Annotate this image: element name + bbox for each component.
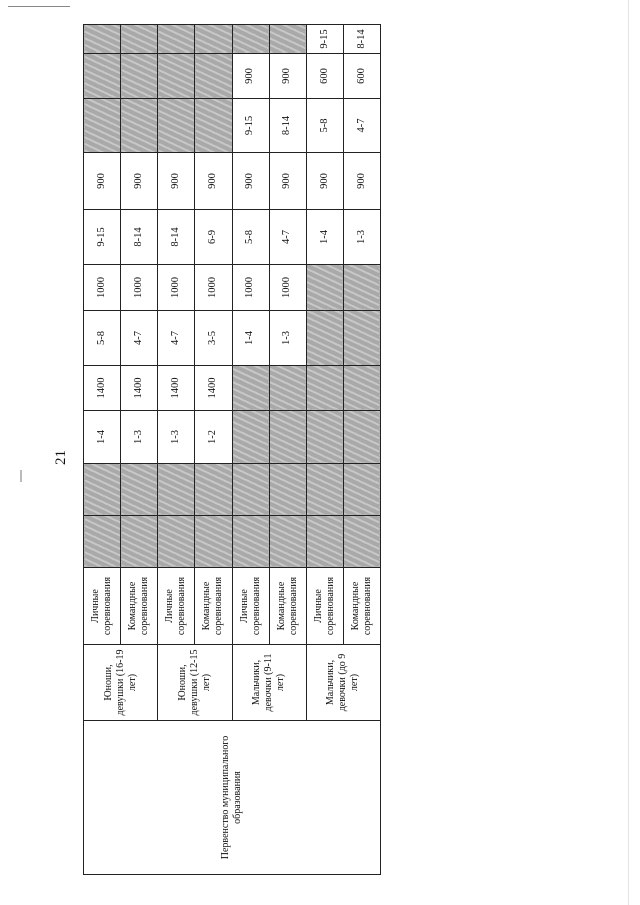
shaded-cell xyxy=(269,25,306,54)
qualification-table xyxy=(83,24,381,875)
points-cell: 900 xyxy=(121,153,158,210)
shaded-cell xyxy=(158,516,195,568)
shaded-cell xyxy=(158,464,195,516)
age-group-cell: Юноши, девушки (16-19 лет) xyxy=(84,645,158,721)
shaded-cell xyxy=(84,54,121,99)
shaded-cell xyxy=(195,99,232,153)
points-cell: 1000 xyxy=(84,265,121,311)
shaded-cell xyxy=(306,516,343,568)
shaded-cell xyxy=(232,366,269,411)
shaded-cell xyxy=(158,54,195,99)
points-cell: 900 xyxy=(232,54,269,99)
shaded-cell xyxy=(195,25,232,54)
shaded-cell xyxy=(232,411,269,464)
points-cell: 1000 xyxy=(269,265,306,311)
competition-type-cell: Личные соревнования xyxy=(306,568,343,645)
competition-type-cell: Личные соревнования xyxy=(158,568,195,645)
shaded-cell xyxy=(121,99,158,153)
points-cell: 1000 xyxy=(195,265,232,311)
age-group-cell: Юноши, девушки (12-15 лет) xyxy=(158,645,232,721)
place-range-cell: 1-3 xyxy=(121,411,158,464)
age-group-cell: Мальчики, девочки (9-11 лет) xyxy=(232,645,306,721)
points-cell: 1400 xyxy=(84,366,121,411)
points-cell: 900 xyxy=(269,153,306,210)
points-cell: 900 xyxy=(343,153,380,210)
shaded-cell xyxy=(158,25,195,54)
competition-type-cell: Личные соревнования xyxy=(84,568,121,645)
competition-type-cell: Командные соревнования xyxy=(121,568,158,645)
place-range-cell: 9-15 xyxy=(306,25,343,54)
place-range-cell: 8-14 xyxy=(121,210,158,265)
age-group-cell: Мальчики, девочки (до 9 лет) xyxy=(306,645,380,721)
place-range-cell: 5-8 xyxy=(232,210,269,265)
points-cell: 1000 xyxy=(158,265,195,311)
points-cell: 900 xyxy=(306,153,343,210)
points-cell: 1400 xyxy=(121,366,158,411)
shaded-cell xyxy=(269,366,306,411)
points-cell: 900 xyxy=(269,54,306,99)
shaded-cell xyxy=(121,464,158,516)
shaded-cell xyxy=(158,99,195,153)
shaded-cell xyxy=(306,265,343,311)
points-cell: 900 xyxy=(84,153,121,210)
shaded-cell xyxy=(84,516,121,568)
shaded-cell xyxy=(306,366,343,411)
shaded-cell xyxy=(343,366,380,411)
place-range-cell: 8-14 xyxy=(269,99,306,153)
place-range-cell: 9-15 xyxy=(84,210,121,265)
competition-type-cell: Командные соревнования xyxy=(195,568,232,645)
shaded-cell xyxy=(84,25,121,54)
shaded-cell xyxy=(121,516,158,568)
place-range-cell: 4-7 xyxy=(158,311,195,366)
shaded-cell xyxy=(306,411,343,464)
points-cell: 600 xyxy=(306,54,343,99)
rotated-table-wrapper xyxy=(83,25,381,875)
points-cell: 1400 xyxy=(158,366,195,411)
place-range-cell: 8-14 xyxy=(343,25,380,54)
place-range-cell: 1-3 xyxy=(158,411,195,464)
points-cell: 900 xyxy=(232,153,269,210)
place-range-cell: 9-15 xyxy=(232,99,269,153)
points-cell: 1400 xyxy=(195,366,232,411)
place-range-cell: 3-5 xyxy=(195,311,232,366)
shaded-cell xyxy=(84,464,121,516)
shaded-cell xyxy=(269,464,306,516)
points-cell: 900 xyxy=(195,153,232,210)
page-number: 21 xyxy=(52,449,69,465)
place-range-cell: 1-2 xyxy=(195,411,232,464)
place-range-cell: 5-8 xyxy=(306,99,343,153)
place-range-cell: 8-14 xyxy=(158,210,195,265)
shaded-cell xyxy=(343,311,380,366)
scan-right-edge xyxy=(628,0,629,905)
place-range-cell: 1-4 xyxy=(232,311,269,366)
competition-type-cell: Личные соревнования xyxy=(232,568,269,645)
place-range-cell: 4-7 xyxy=(121,311,158,366)
shaded-cell xyxy=(343,411,380,464)
place-range-cell: 4-7 xyxy=(269,210,306,265)
points-cell: 600 xyxy=(343,54,380,99)
shaded-cell xyxy=(84,99,121,153)
place-range-cell: 1-3 xyxy=(269,311,306,366)
points-cell: 900 xyxy=(158,153,195,210)
place-range-cell: 1-4 xyxy=(306,210,343,265)
shaded-cell xyxy=(121,54,158,99)
shaded-cell xyxy=(306,311,343,366)
competition-type-cell: Командные соревнования xyxy=(269,568,306,645)
shaded-cell xyxy=(306,464,343,516)
shaded-cell xyxy=(121,25,158,54)
shaded-cell xyxy=(269,411,306,464)
competition-type-cell: Командные соревнования xyxy=(343,568,380,645)
section-label-cell: Первенство муниципального образования xyxy=(84,721,381,875)
shaded-cell xyxy=(343,265,380,311)
place-range-cell: 6-9 xyxy=(195,210,232,265)
table-row xyxy=(84,25,121,875)
scan-top-line xyxy=(8,6,70,7)
place-range-cell: 4-7 xyxy=(343,99,380,153)
shaded-cell xyxy=(195,54,232,99)
place-range-cell: 5-8 xyxy=(84,311,121,366)
place-range-cell: 1-3 xyxy=(343,210,380,265)
shaded-cell xyxy=(195,464,232,516)
scan-mark xyxy=(20,470,22,482)
place-range-cell: 1-4 xyxy=(84,411,121,464)
points-cell: 1000 xyxy=(121,265,158,311)
shaded-cell xyxy=(343,464,380,516)
shaded-cell xyxy=(195,516,232,568)
shaded-cell xyxy=(269,516,306,568)
points-cell: 1000 xyxy=(232,265,269,311)
shaded-cell xyxy=(232,464,269,516)
shaded-cell xyxy=(232,516,269,568)
shaded-cell xyxy=(232,25,269,54)
shaded-cell xyxy=(343,516,380,568)
